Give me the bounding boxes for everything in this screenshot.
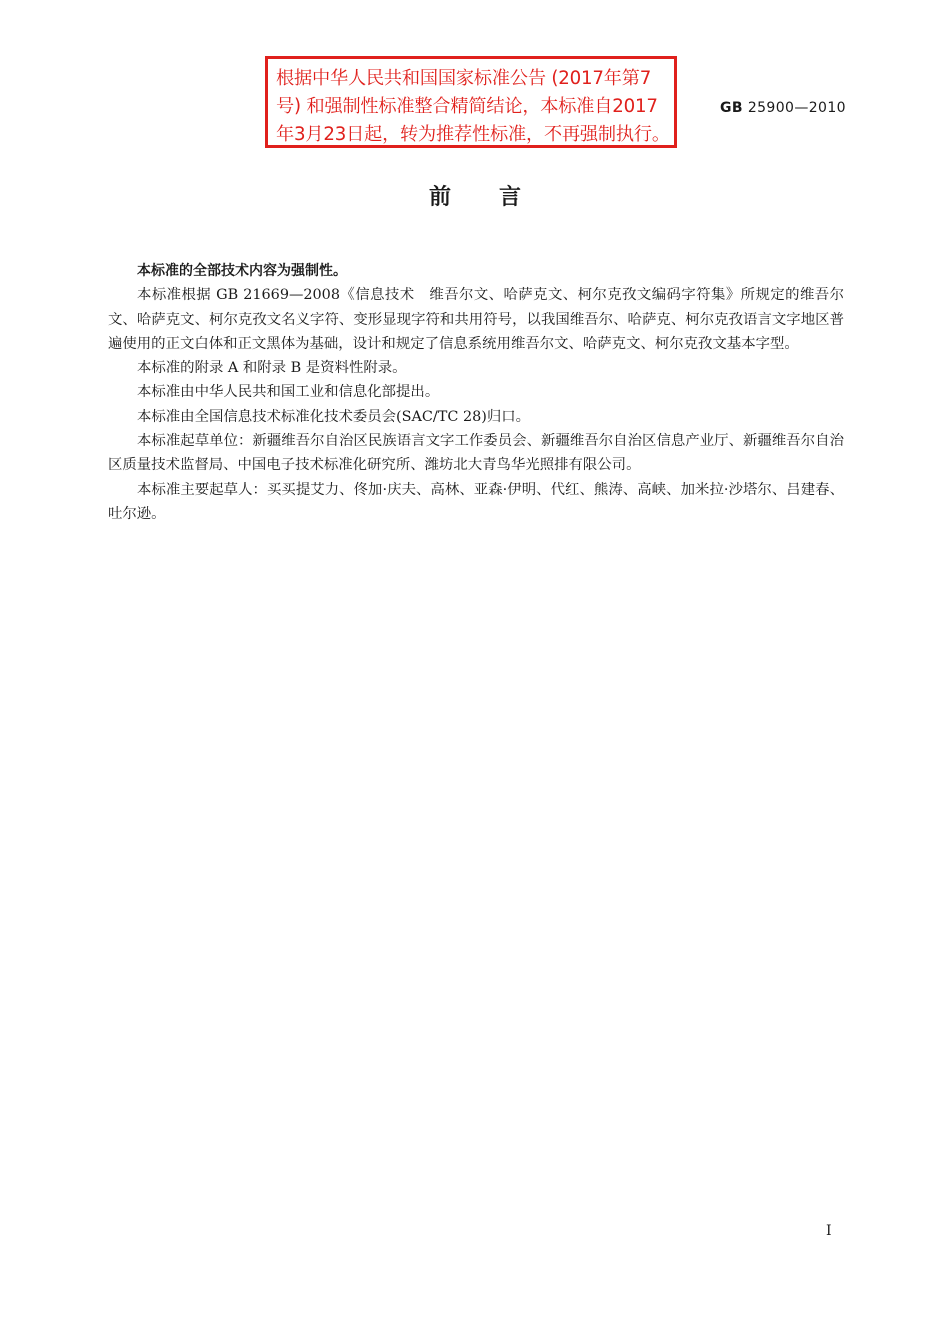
notice-line-2: 号) 和强制性标准整合精简结论，本标准自2017 <box>276 96 658 117</box>
paragraph-committee: 本标准由全国信息技术标准化技术委员会(SAC/TC 28)归口。 <box>137 408 531 425</box>
foreword-body <box>108 259 844 526</box>
standard-number <box>720 100 846 116</box>
paragraph-drafters: 本标准主要起草人：买买提艾力、佟加·庆夫、高林、亚森·伊明、代红、熊涛、高峡、加米拉·沙塔尔、吕建春、吐尔逊。 <box>108 481 844 522</box>
page-title: 前言 <box>428 185 569 210</box>
standard-prefix: GB <box>720 100 743 116</box>
notice-line-3: 年3月23日起，转为推荐性标准，不再强制执行。 <box>276 124 670 145</box>
notice-line-1: 根据中华人民共和国国家标准公告 (2017年第7 <box>276 68 652 89</box>
page-number: I <box>826 1223 832 1239</box>
paragraph-proposer: 本标准由中华人民共和国工业和信息化部提出。 <box>137 384 440 401</box>
paragraph-annexes: 本标准的附录 A 和附录 B 是资料性附录。 <box>137 360 407 377</box>
paragraph-basis: 本标准根据 GB 21669—2008《信息技术 维吾尔文、哈萨克文、柯尔克孜文编码字符集》所规定的维吾尔文、哈萨克文、柯尔克孜文名义字符、变形显现字符和共用符号，以我国维吾尔、哈萨克、柯尔克孜语言文字地区普遍使用的正文白体和正文黑体为基础，设计和规定了信息系统用维吾尔文、哈萨克文、柯尔克孜文基本字型。 <box>108 287 844 352</box>
paragraph-drafting-units: 本标准起草单位：新疆维吾尔自治区民族语言文字工作委员会、新疆维吾尔自治区信息产业厅、新疆维吾尔自治区质量技术监督局、中国电子技术标准化研究所、潍坊北大青鸟华光照排有限公司。 <box>108 433 844 474</box>
paragraph-mandatory-statement: 本标准的全部技术内容为强制性。 <box>137 263 347 279</box>
repeal-notice-box <box>265 56 677 148</box>
standard-code: 25900—2010 <box>742 100 846 116</box>
